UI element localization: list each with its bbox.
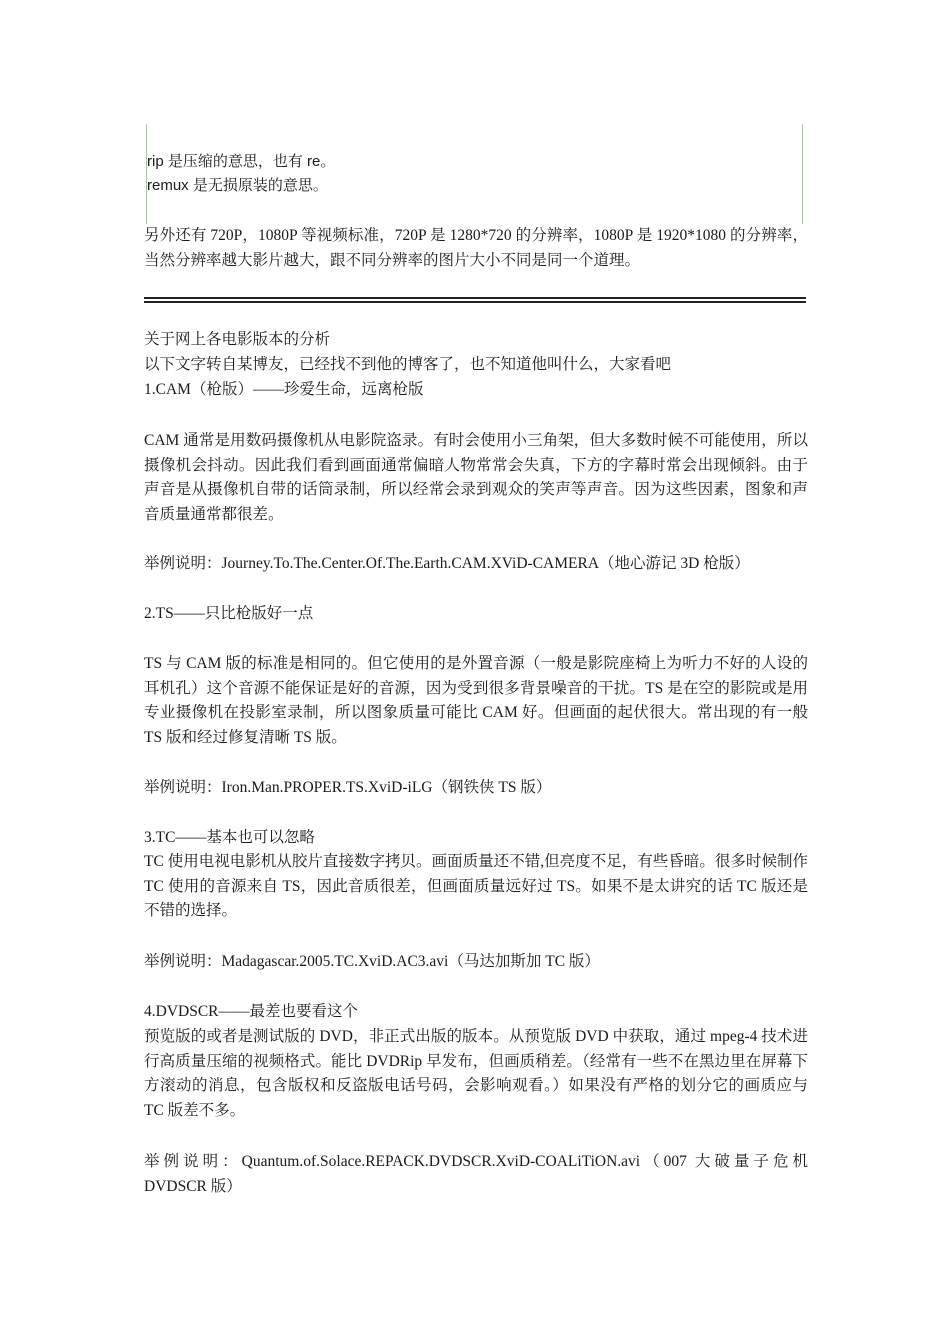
source-note: 以下文字转自某博友，已经找不到他的博客了，也不知道他叫什么，大家看吧: [144, 356, 672, 373]
ts-example: 举例说明：Iron.Man.PROPER.TS.XviD-iLG（钢铁侠 TS 版）: [144, 779, 552, 796]
cam-body: CAM 通常是用数码摄像机从电影院盗录。有时会使用小三角架，但大多数时候不可能使用，所以摄像机会抖动。因此我们看到画面通常偏暗人物常常会失真，下方的字幕时常会出现倾斜。由于声音是从摄像机自带的话筒录制，所以经常会录到观众的笑声等声音。因为这些因素，图象和声音质量通常都很差。: [144, 432, 808, 523]
quote-line-remux: remux 是无损原装的意思。: [147, 177, 328, 194]
divider-top: [144, 297, 806, 299]
dvdscr-example: 举例说明：Quantum.of.Solace.REPACK.DVDSCR.XviD-COALiTiON.avi（007 大破量子危机 DVDSCR 版）: [144, 1153, 808, 1195]
quote-box: [146, 124, 803, 224]
quote-line-rip: rip 是压缩的意思，也有 re。: [147, 153, 336, 170]
intro-paragraph: 另外还有 720P，1080P 等视频标准，720P 是 1280*720 的分辨率，1080P 是 1920*1080 的分辨率，当然分辨率越大影片越大，跟不同分辨率的图片大小不同是同一个道理。: [144, 227, 808, 269]
article-title: 关于网上各电影版本的分析: [144, 331, 331, 348]
tc-heading: 3.TC——基本也可以忽略: [144, 829, 315, 846]
dvdscr-body: 预览版的或者是测试版的 DVD，非正式出版的版本。从预览版 DVD 中获取，通过 mpeg-4 技术进行高质量压缩的视频格式。能比 DVDRip 早发布，但画质稍差。（经常有一些不在黑边里在屏幕下方滚动的消息，包含版权和反盗版电话号码，会影响观看。）如果没有严格的划分它的画质应与 TC 版差不多。: [144, 1028, 808, 1119]
cam-heading: 1.CAM（枪版）——珍爱生命，远离枪版: [144, 381, 424, 398]
divider-bottom: [144, 301, 806, 303]
ts-body: TS 与 CAM 版的标准是相同的。但它使用的是外置音源（一般是影院座椅上为听力不好的人设的耳机孔）这个音源不能保证是好的音源，因为受到很多背景噪音的干扰。TS 是在空的影院或是用专业摄像机在投影室录制，所以图象质量可能比 CAM 好。但画面的起伏很大。常出现的有一般 TS 版和经过修复清晰 TS 版。: [144, 655, 808, 746]
tc-body: TC 使用电视电影机从胶片直接数字拷贝。画面质量还不错,但亮度不足，有些昏暗。很多时候制作 TC 使用的音源来自 TS，因此音质很差，但画面质量远好过 TS。如果不是太讲究的话 TC 版还是不错的选择。: [144, 853, 808, 919]
dvdscr-heading: 4.DVDSCR——最差也要看这个: [144, 1003, 359, 1020]
cam-example: 举例说明：Journey.To.The.Center.Of.The.Earth.CAM.XViD-CAMERA（地心游记 3D 枪版）: [144, 555, 750, 572]
ts-heading: 2.TS——只比枪版好一点: [144, 605, 314, 622]
tc-example: 举例说明：Madagascar.2005.TC.XviD.AC3.avi（马达加斯加 TC 版）: [144, 953, 600, 970]
